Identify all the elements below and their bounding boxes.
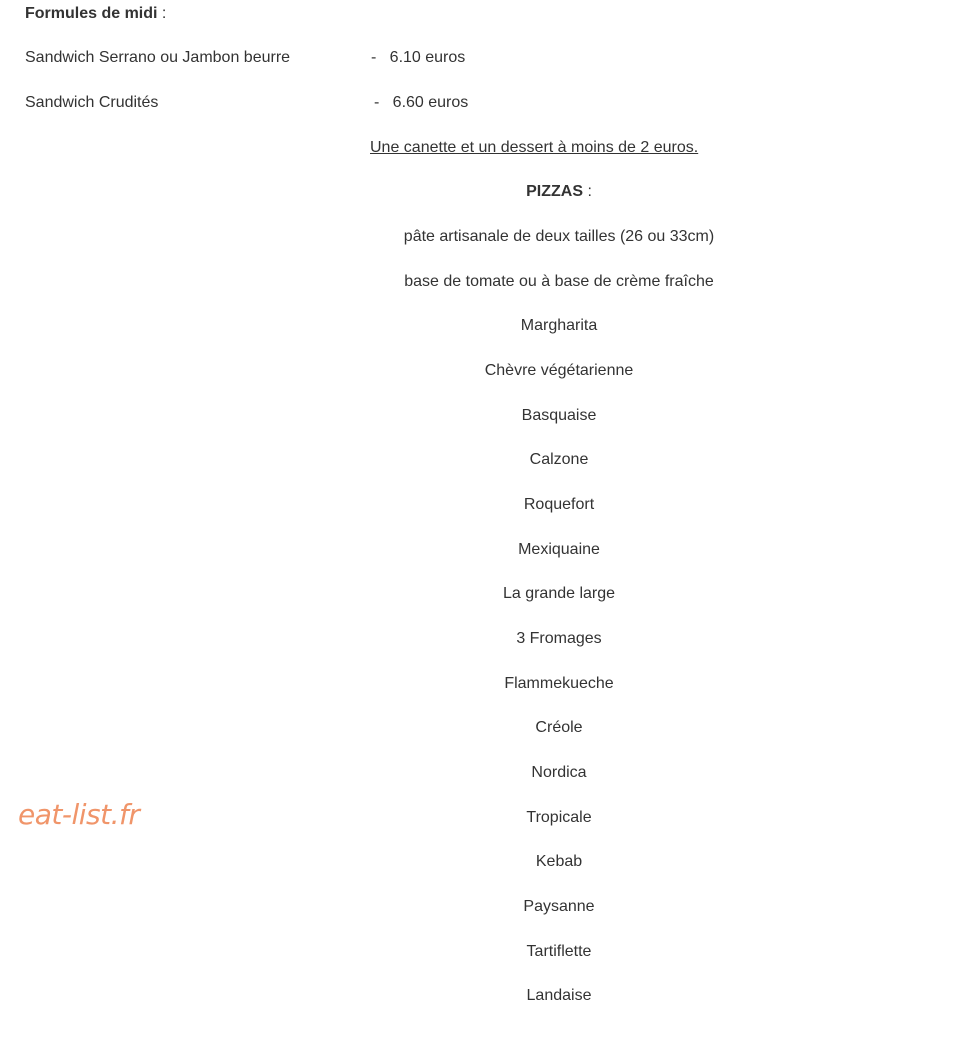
pizzas-heading-line [526, 182, 592, 202]
pizza-item: Calzone [529, 451, 589, 468]
pizza-item: Tartiflette [526, 943, 592, 960]
lunch-heading: Formules de midi [25, 5, 158, 22]
pizza-item: Paysanne [523, 898, 595, 915]
pizza-item: Margharita [520, 317, 598, 334]
pizza-item: Créole [535, 719, 583, 736]
pizza-item: 3 Fromages [516, 630, 602, 647]
lunch-item-price: - 6.10 euros [371, 49, 466, 66]
pizza-item: Basquaise [521, 407, 597, 424]
pizza-item: La grande large [502, 585, 616, 602]
pizza-item: Mexiquaine [518, 541, 600, 558]
lunch-heading-suffix: : [157, 5, 167, 22]
pizza-item: Nordica [531, 764, 587, 781]
pizzas-description: base de tomate ou à base de crème fraîche [404, 273, 714, 290]
pizza-item: Landaise [526, 987, 592, 1004]
lunch-item-name: Sandwich Crudités [25, 94, 159, 111]
pizza-item: Kebab [535, 853, 583, 870]
pizza-item: Roquefort [523, 496, 595, 513]
watermark-logo: eat-list.fr [18, 798, 140, 831]
pizzas-heading: PIZZAS [526, 183, 583, 200]
lunch-offer: Une canette et un dessert à moins de 2 euros. [370, 139, 699, 156]
pizza-item: Flammekueche [504, 675, 614, 692]
pizza-item: Chèvre végétarienne [484, 362, 634, 379]
pizzas-description: pâte artisanale de deux tailles (26 ou 33cm) [403, 228, 715, 245]
lunch-heading-line [25, 4, 166, 24]
lunch-item-price: - 6.60 euros [374, 94, 469, 111]
pizza-item: Tropicale [526, 809, 592, 826]
lunch-item-name: Sandwich Serrano ou Jambon beurre [25, 49, 291, 66]
pizzas-heading-suffix: : [583, 183, 592, 200]
